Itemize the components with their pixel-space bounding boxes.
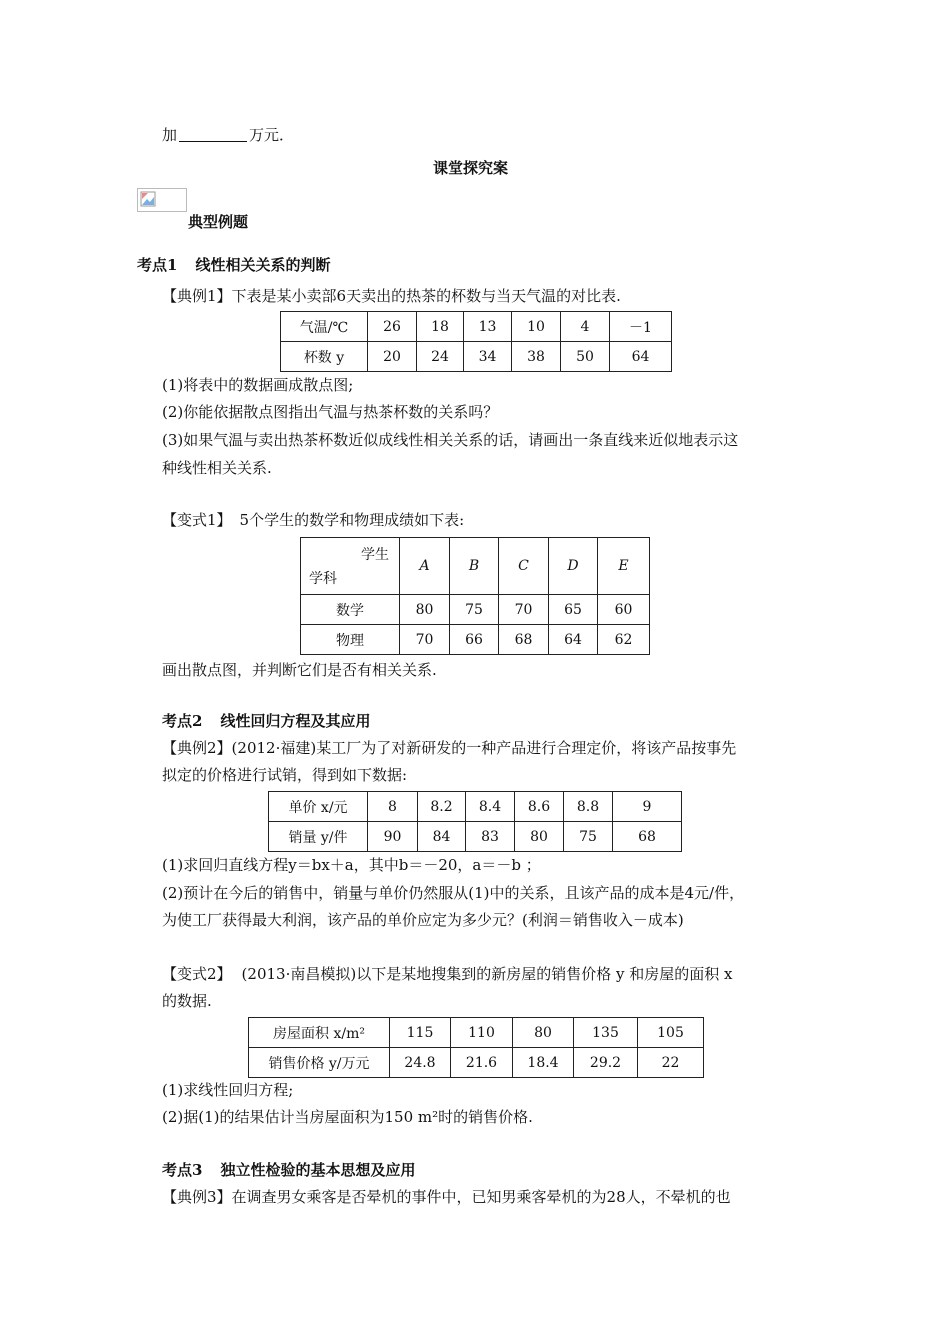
dianli1-q3a: (3)如果气温与卖出热茶杯数近似成线性相关关系的话，请画出一条直线来近似地表示这 bbox=[162, 431, 739, 449]
table-cell: 105 bbox=[638, 1018, 704, 1048]
kaodian2-heading bbox=[162, 710, 370, 731]
broken-image-icon bbox=[137, 188, 187, 212]
table-cell: 64 bbox=[610, 342, 672, 372]
table-cell: 8 bbox=[368, 792, 418, 822]
kaodian3-heading bbox=[162, 1159, 415, 1180]
dianli1-intro bbox=[162, 285, 621, 306]
table-cell: 10 bbox=[512, 312, 561, 342]
table-header-cell: D bbox=[549, 538, 598, 595]
kaodian1-heading bbox=[137, 254, 330, 275]
dianli3-text: 在调查男女乘客是否晕机的事件中，已知男乘客晕机的为28人，不晕机的也 bbox=[231, 1188, 731, 1206]
table-corner-cell bbox=[301, 538, 400, 595]
table-cell: 8.4 bbox=[466, 792, 515, 822]
bianshi2-q1: (1)求线性回归方程; bbox=[162, 1081, 294, 1099]
table-cell: 115 bbox=[390, 1018, 451, 1048]
table-cell: 50 bbox=[561, 342, 610, 372]
table-cell: 75 bbox=[450, 595, 499, 625]
dianli1-text: 下表是某小卖部6天卖出的热茶的杯数与当天气温的对比表. bbox=[231, 287, 621, 305]
top-line-suffix: 万元． bbox=[249, 126, 295, 144]
dianli1-q2: (2)你能依据散点图指出气温与热茶杯数的关系吗？ bbox=[162, 403, 499, 421]
table-cell: 80 bbox=[515, 822, 564, 852]
dianli2-q2a: (2)预计在今后的销售中，销量与单价仍然服从(1)中的关系，且该产品的成本是4元/件， bbox=[162, 884, 745, 902]
bianshi2-line1 bbox=[162, 963, 732, 984]
dianli2-tag: 【典例2】 bbox=[162, 739, 232, 757]
table-cell: 34 bbox=[464, 342, 512, 372]
table-cell: 80 bbox=[400, 595, 450, 625]
table-cell: 18 bbox=[417, 312, 464, 342]
dianli1-q3b: 种线性相关关系. bbox=[162, 459, 272, 477]
corner-bottom-label: 学科 bbox=[309, 571, 337, 587]
table-cell: 21.6 bbox=[451, 1048, 513, 1078]
fill-blank-line bbox=[162, 124, 294, 145]
top-line-prefix: 加 bbox=[162, 126, 178, 144]
table-cell: －1 bbox=[610, 312, 672, 342]
table-cell: 75 bbox=[564, 822, 613, 852]
bianshi1-text: 5个学生的数学和物理成绩如下表: bbox=[239, 511, 465, 529]
bianshi2-line2: 的数据. bbox=[162, 992, 212, 1010]
table-row-label: 气温/℃ bbox=[281, 312, 368, 342]
table-cell: 70 bbox=[400, 625, 450, 655]
table-cell: 24.8 bbox=[390, 1048, 451, 1078]
dianli2-q1: (1)求回归直线方程y＝bx＋a，其中b＝－20，a＝－b ； bbox=[162, 856, 541, 874]
table-header-cell: C bbox=[499, 538, 549, 595]
dianli2-text: (2012·福建)某工厂为了对新研发的一种产品进行合理定价，将该产品按事先 bbox=[231, 739, 737, 757]
dianli2-line1 bbox=[162, 737, 736, 758]
table-row-label: 房屋面积 x/m² bbox=[249, 1018, 390, 1048]
table-cell: 135 bbox=[574, 1018, 638, 1048]
dianli3-line1 bbox=[162, 1186, 731, 1207]
bianshi1-tag: 【变式1】 bbox=[162, 511, 232, 529]
dianli2-q2b: 为使工厂获得最大利润，该产品的单价应定为多少元？(利润＝销售收入－成本) bbox=[162, 911, 684, 929]
table-cell: 24 bbox=[417, 342, 464, 372]
table-cell: 84 bbox=[418, 822, 466, 852]
dianli2-line2: 拟定的价格进行试销，得到如下数据: bbox=[162, 766, 408, 784]
table-cell: 70 bbox=[499, 595, 549, 625]
table-header-cell: E bbox=[598, 538, 650, 595]
table-cell: 80 bbox=[513, 1018, 574, 1048]
table-cell: 9 bbox=[613, 792, 682, 822]
table-cell: 4 bbox=[561, 312, 610, 342]
table-cell: 8.2 bbox=[418, 792, 466, 822]
table-cell: 60 bbox=[598, 595, 650, 625]
temp-tea-table bbox=[280, 311, 672, 372]
bianshi1-after: 画出散点图，并判断它们是否有相关关系. bbox=[162, 661, 437, 679]
scores-table bbox=[300, 537, 650, 655]
table-cell: 83 bbox=[466, 822, 515, 852]
table-cell: 62 bbox=[598, 625, 650, 655]
dianli1-tag: 【典例1】 bbox=[162, 287, 232, 305]
bianshi1-intro bbox=[162, 509, 464, 530]
kaodian3-title: 独立性检验的基本思想及应用 bbox=[220, 1161, 416, 1179]
answer-blank bbox=[179, 127, 247, 142]
table-row-label: 物理 bbox=[301, 625, 400, 655]
table-cell: 18.4 bbox=[513, 1048, 574, 1078]
table-cell: 65 bbox=[549, 595, 598, 625]
table-row-label: 数学 bbox=[301, 595, 400, 625]
table-cell: 66 bbox=[450, 625, 499, 655]
house-price-table bbox=[248, 1017, 704, 1078]
table-cell: 29.2 bbox=[574, 1048, 638, 1078]
examples-heading: 典型例题 bbox=[188, 213, 249, 231]
bianshi2-q2: (2)据(1)的结果估计当房屋面积为150 m²时的销售价格. bbox=[162, 1108, 533, 1126]
table-row-label: 销售价格 y/万元 bbox=[249, 1048, 390, 1078]
table-cell: 38 bbox=[512, 342, 561, 372]
dianli3-tag: 【典例3】 bbox=[162, 1188, 232, 1206]
table-cell: 13 bbox=[464, 312, 512, 342]
kaodian2-label: 考点2 bbox=[162, 712, 203, 730]
price-sales-table bbox=[268, 791, 682, 852]
bianshi2-tag: 【变式2】 bbox=[162, 965, 232, 983]
kaodian1-title: 线性相关关系的判断 bbox=[195, 256, 331, 274]
table-header-cell: A bbox=[400, 538, 450, 595]
table-cell: 20 bbox=[368, 342, 417, 372]
kaodian3-label: 考点3 bbox=[162, 1161, 203, 1179]
table-header-cell: B bbox=[450, 538, 499, 595]
corner-top-label: 学生 bbox=[361, 547, 389, 563]
kaodian1-label: 考点1 bbox=[137, 256, 178, 274]
table-cell: 8.8 bbox=[564, 792, 613, 822]
table-cell: 64 bbox=[549, 625, 598, 655]
table-cell: 8.6 bbox=[515, 792, 564, 822]
table-row-label: 杯数 y bbox=[281, 342, 368, 372]
kaodian2-title: 线性回归方程及其应用 bbox=[220, 712, 371, 730]
table-cell: 22 bbox=[638, 1048, 704, 1078]
table-cell: 68 bbox=[499, 625, 549, 655]
section-title: 课堂探究案 bbox=[433, 159, 509, 177]
table-row-label: 销量 y/件 bbox=[269, 822, 368, 852]
table-cell: 68 bbox=[613, 822, 682, 852]
table-row-label: 单价 x/元 bbox=[269, 792, 368, 822]
dianli1-q1: (1)将表中的数据画成散点图; bbox=[162, 376, 354, 394]
table-cell: 110 bbox=[451, 1018, 513, 1048]
bianshi2-text: (2013·南昌模拟)以下是某地搜集到的新房屋的销售价格 y 和房屋的面积 x bbox=[241, 965, 733, 983]
table-cell: 26 bbox=[368, 312, 417, 342]
table-cell: 90 bbox=[368, 822, 418, 852]
